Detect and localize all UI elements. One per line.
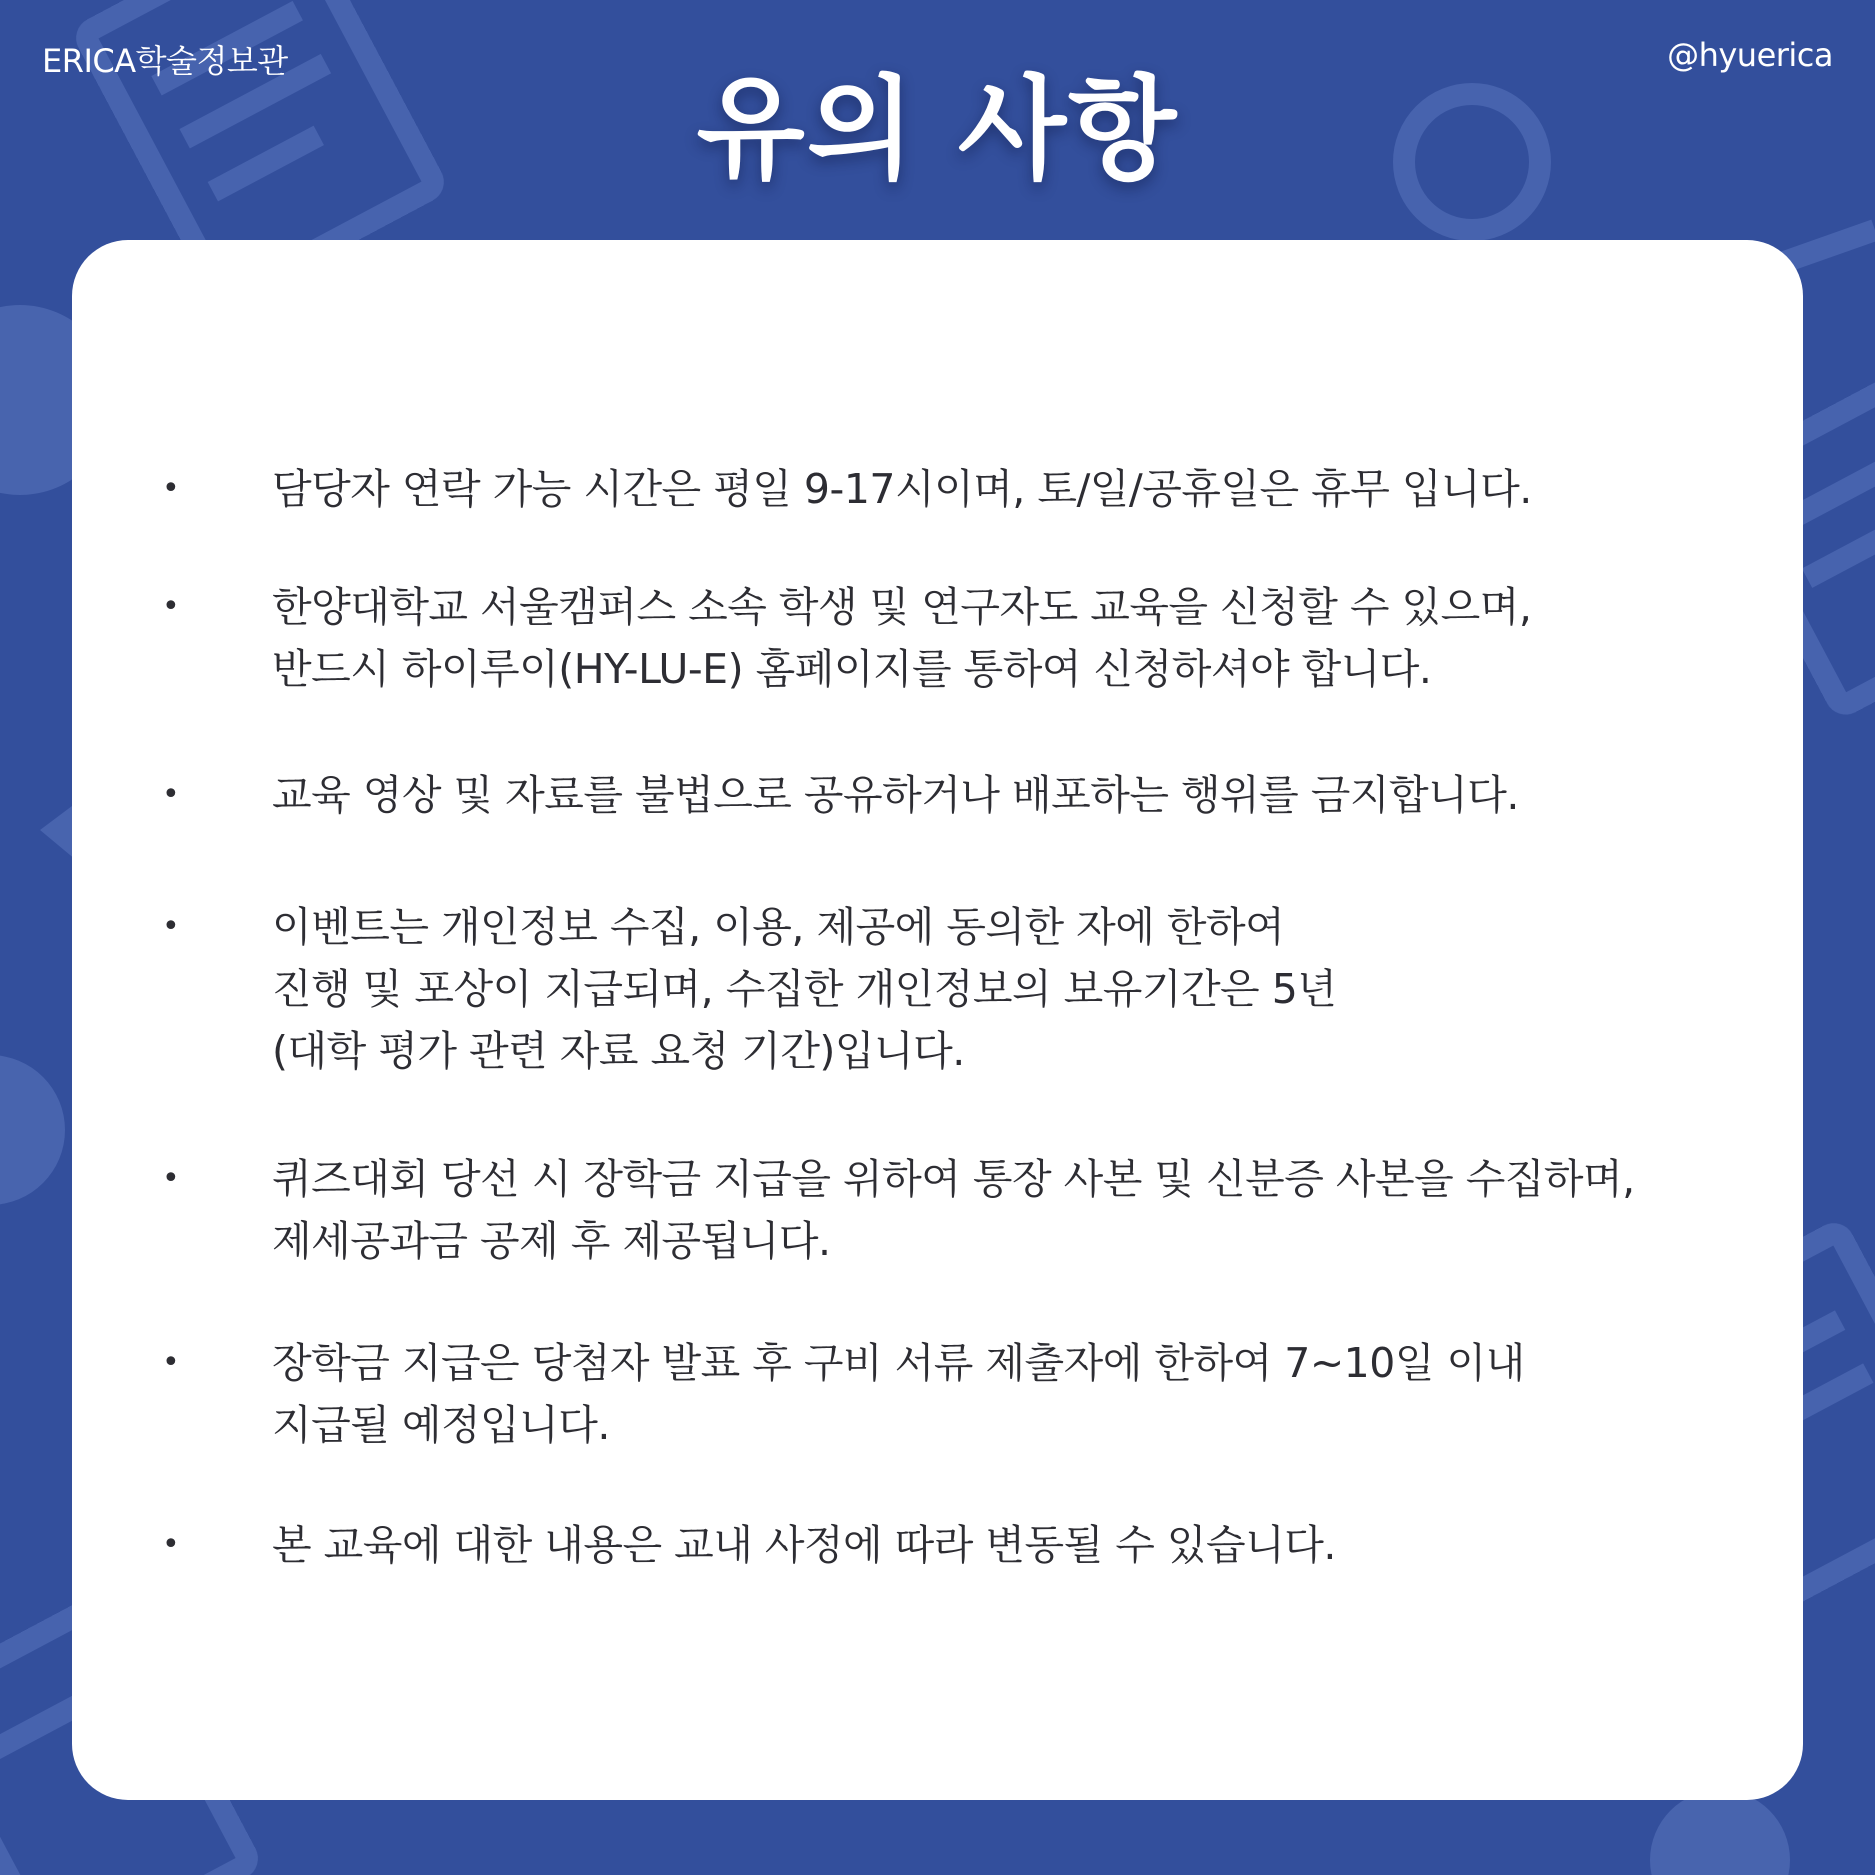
notice-text [272,764,1772,826]
circle-shape [1650,1790,1790,1875]
notice-text [272,1514,1772,1576]
bullet-icon: • [162,1161,180,1196]
notice-card [72,240,1803,1800]
notice-list [72,240,1803,1800]
bullet-icon: • [162,1527,180,1562]
notice-text [272,1332,1772,1456]
page-title: 유의 사항 [696,65,1179,195]
notice-text [272,458,1772,520]
bullet-icon: • [162,589,180,624]
circle-shape [0,1055,65,1205]
notice-text [272,576,1772,700]
notice-line: 장학금 지급은 당첨자 발표 후 구비 서류 제출자에 한하여 7~10일 이내 [272,1339,1525,1387]
notice-line: 지급될 예정입니다. [272,1401,610,1449]
notice-line: 이벤트는 개인정보 수집, 이용, 제공에 동의한 자에 한하여 [272,903,1285,951]
notice-line: 본 교육에 대한 내용은 교내 사정에 따라 변동될 수 있습니다. [272,1521,1336,1569]
notice-line: 반드시 하이루이(HY-LU-E) 홈페이지를 통하여 신청하셔야 합니다. [272,645,1432,693]
bullet-icon: • [162,777,180,812]
notice-line: 교육 영상 및 자료를 불법으로 공유하거나 배포하는 행위를 금지합니다. [272,771,1519,819]
brand-label: ERICA학술정보관 [42,42,288,80]
social-handle: @hyuerica [1667,36,1833,74]
notice-line: 제세공과금 공제 후 제공됩니다. [272,1217,831,1265]
notice-text [272,896,1772,1082]
notice-line: (대학 평가 관련 자료 요청 기간)입니다. [272,1027,965,1075]
bullet-icon: • [162,471,180,506]
bullet-icon: • [162,909,180,944]
notice-line: 퀴즈대회 당선 시 장학금 지급을 위하여 통장 사본 및 신분증 사본을 수집하며, [272,1155,1635,1203]
notice-line: 한양대학교 서울캠퍼스 소속 학생 및 연구자도 교육을 신청할 수 있으며, [272,583,1532,631]
bullet-icon: • [162,1345,180,1380]
notice-text [272,1148,1772,1272]
notice-line: 진행 및 포상이 지급되며, 수집한 개인정보의 보유기간은 5년 [272,965,1337,1013]
notice-line: 담당자 연락 가능 시간은 평일 9-17시이며, 토/일/공휴일은 휴무 입니다. [272,465,1532,513]
